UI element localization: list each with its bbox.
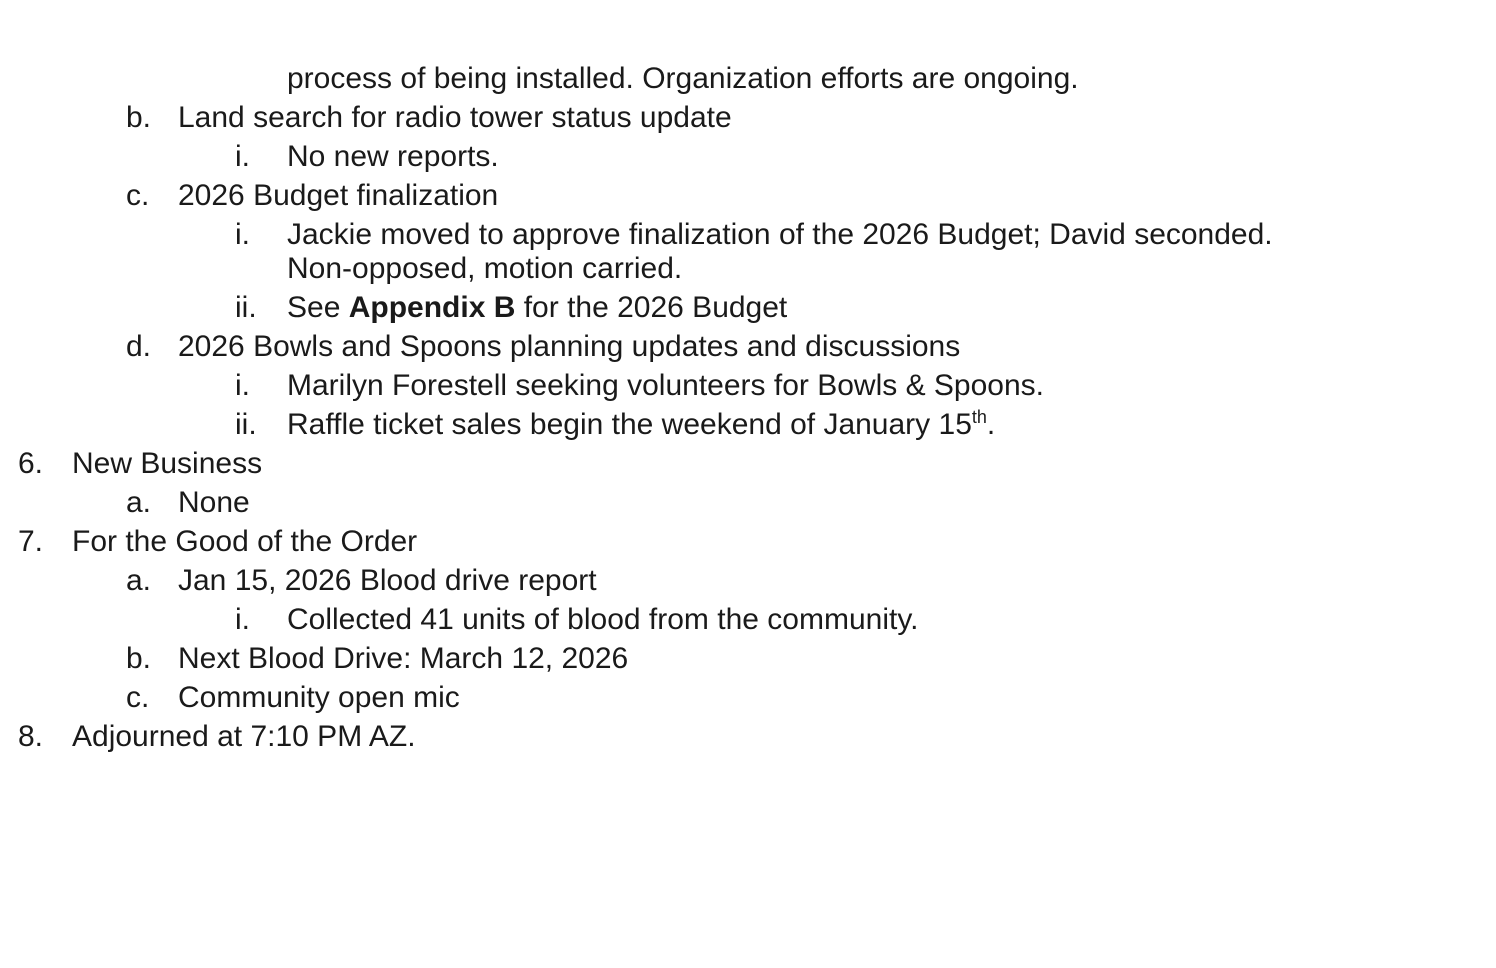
outline-item-text [287, 218, 1287, 286]
outline-item-text [287, 140, 499, 174]
text-segment: Adjourned at 7:10 PM AZ. [72, 720, 416, 753]
outline-continuation-line [0, 62, 1496, 96]
outline-item-marker: a. [126, 564, 152, 597]
outline-item-text [178, 564, 597, 598]
outline-item-text [287, 369, 1044, 403]
outline-item-marker: a. [126, 486, 152, 519]
outline-item-marker: ii. [235, 408, 257, 441]
text-segment: No new reports. [287, 140, 499, 173]
text-segment: New Business [72, 447, 263, 480]
outline-item-text [287, 62, 1079, 96]
text-segment: Community open mic [178, 681, 460, 714]
outline-item-text [287, 408, 995, 442]
text-segment: Jackie moved to approve finalization of the 2026 Budget; David seconded. Non-opposed, motion carried. [287, 218, 1273, 285]
outline-item [0, 447, 1496, 481]
text-segment-after-bold: for the 2026 Budget [515, 291, 788, 324]
outline-item [0, 681, 1496, 715]
outline-item-marker: c. [126, 681, 150, 714]
outline-item [0, 369, 1496, 403]
outline-item [0, 140, 1496, 174]
outline-item-marker: 8. [18, 720, 44, 753]
outline-item [0, 642, 1496, 676]
outline-item-text [178, 486, 250, 520]
outline-item [0, 101, 1496, 135]
text-segment: Jan 15, 2026 Blood drive report [178, 564, 597, 597]
outline-item-marker: i. [235, 140, 250, 173]
outline-item [0, 525, 1496, 559]
outline-item [0, 564, 1496, 598]
outline-item-marker: b. [126, 642, 152, 675]
superscript-segment: th [971, 407, 987, 427]
text-segment-suffix: . [986, 408, 996, 441]
outline-item [0, 218, 1496, 286]
text-segment: 2026 Budget finalization [178, 179, 499, 212]
outline-item [0, 179, 1496, 213]
outline-item-text [287, 291, 787, 325]
text-segment: Land search for radio tower status update [178, 101, 732, 134]
outline-item-marker: i. [235, 218, 250, 251]
outline-item [0, 603, 1496, 637]
outline-item-text [72, 447, 262, 481]
outline-item-marker: i. [235, 603, 250, 636]
text-segment: None [178, 486, 250, 519]
text-segment: For the Good of the Order [72, 525, 418, 558]
outline-item-text [178, 330, 960, 364]
text-segment: Next Blood Drive: March 12, 2026 [178, 642, 629, 675]
outline-item [0, 291, 1496, 325]
outline-item-marker: c. [126, 179, 150, 212]
outline-item-text [72, 525, 417, 559]
outline-item-marker: d. [126, 330, 152, 363]
outline-item-text [178, 642, 628, 676]
text-segment: Marilyn Forestell seeking volunteers for Bowls & Spoons. [287, 369, 1045, 402]
text-segment: process of being installed. Organization efforts are ongoing. [287, 62, 1079, 95]
text-segment: Collected 41 units of blood from the community. [287, 603, 919, 636]
outline-item [0, 486, 1496, 520]
text-segment: Raffle ticket sales begin the weekend of January 15 [287, 408, 972, 441]
outline-item [0, 408, 1496, 442]
outline-item-text [72, 720, 416, 754]
outline-item-text [178, 179, 498, 213]
outline-item-marker: b. [126, 101, 152, 134]
outline-item-marker: ii. [235, 291, 257, 324]
text-segment: See [287, 291, 349, 324]
outline-item-marker: i. [235, 369, 250, 402]
outline-item-marker: 7. [18, 525, 44, 558]
bold-text-segment: Appendix B [348, 291, 516, 324]
outline-item [0, 720, 1496, 754]
outline-item-text [178, 101, 732, 135]
outline-item [0, 330, 1496, 364]
outline-item-marker: 6. [18, 447, 44, 480]
outline-item-text [287, 603, 918, 637]
text-segment: 2026 Bowls and Spoons planning updates and discussions [178, 330, 961, 363]
outline-item-text [178, 681, 460, 715]
